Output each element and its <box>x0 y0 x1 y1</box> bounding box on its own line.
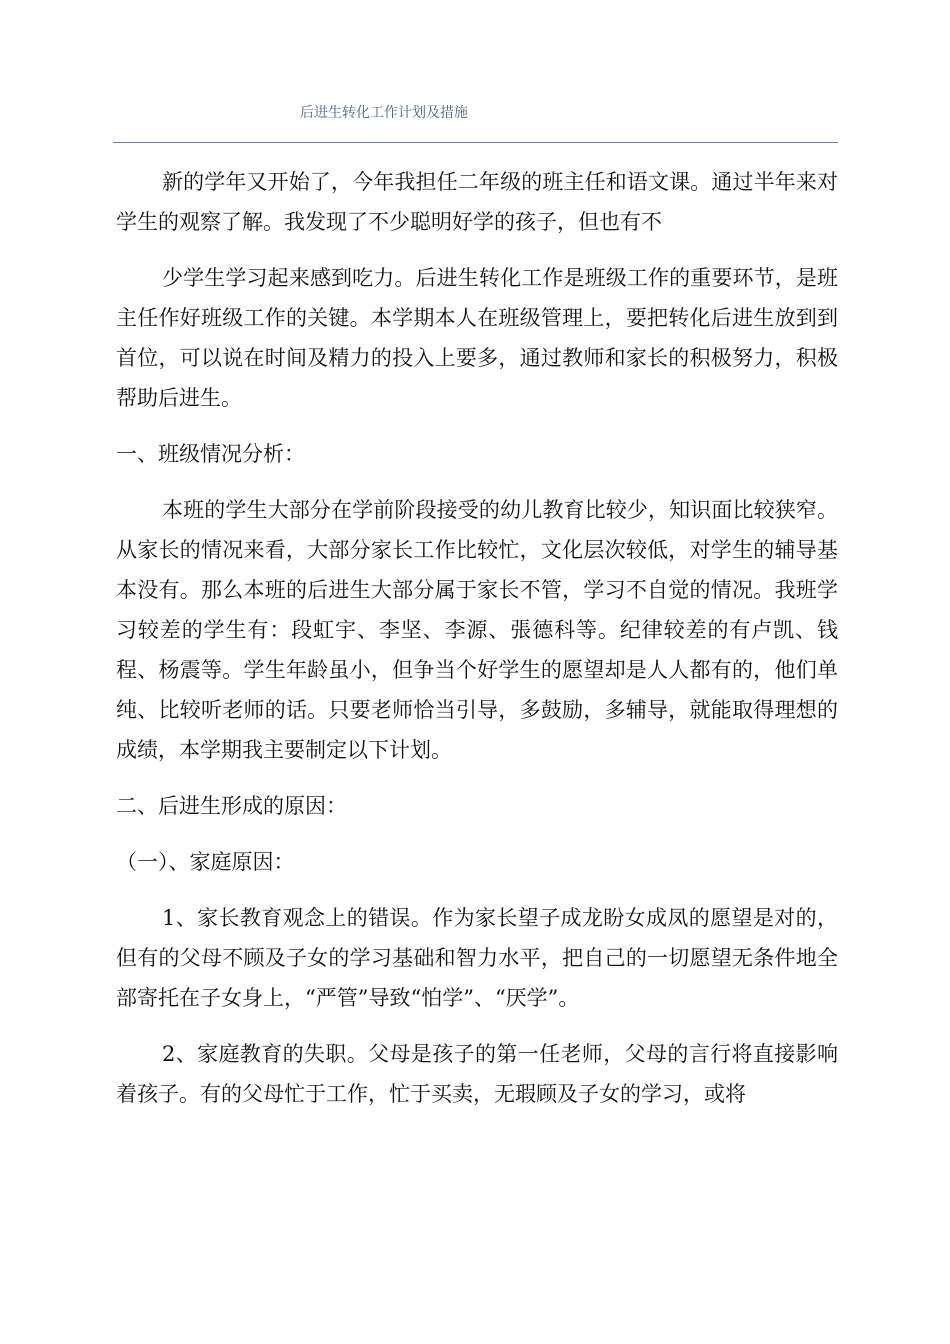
paragraph-class-analysis: 本班的学生大部分在学前阶段接受的幼儿教育比较少，知识面比较狭窄。从家长的情况来看，大部分家长工作比较忙，文化层次较低，对学生的辅导基本没有。那么本班的后进生大部分属于家长不管，学习不自觉的情况。我班学习较差的学生有：段虹宇、李坚、李源、張德科等。纪律较差的有卢凯、钱程、杨震等。学生年龄虽小，但争当个好学生的愿望却是人人都有的，他们单纯、比较听老师的话。只要老师恰当引导，多鼓励，多辅导，就能取得理想的成绩，本学期我主要制定以下计划。 <box>116 498 838 762</box>
paragraph-family-cause-1: 1、家长教育观念上的错误。作为家长望子成龙盼女成凤的愿望是对的，但有的父母不顾及子女的学习基础和智力水平，把自己的一切愿望无条件地全部寄托在子女身上，“严管”导致“怕学”、“厌学”。 <box>116 906 838 1010</box>
document-body <box>116 162 838 1114</box>
section-heading-class-analysis: 一、班级情况分析： <box>116 442 305 466</box>
paragraph-intro-1: 新的学年又开始了，今年我担任二年级的班主任和语文课。通过半年来对学生的观察了解。我发现了不少聪明好学的孩子，但也有不 <box>116 170 838 234</box>
document-header-title: 后进生转化工作计划及措施 <box>300 105 468 121</box>
section-heading-causes: 二、后进生形成的原因： <box>116 794 347 818</box>
paragraph-intro-2: 少学生学习起来感到吃力。后进生转化工作是班级工作的重要环节，是班主任作好班级工作的关键。本学期本人在班级管理上，要把转化后进生放到到首位，可以说在时间及精力的投入上要多，通过教师和家长的积极努力，积极帮助后进生。 <box>116 266 838 410</box>
subsection-heading-family: （一）、家庭原因： <box>116 850 295 874</box>
paragraph-family-cause-2: 2、家庭教育的失职。父母是孩子的第一任老师，父母的言行将直接影响着孩子。有的父母忙于工作，忙于买卖，无瑕顾及子女的学习，或将 <box>116 1042 838 1106</box>
header-divider <box>113 142 838 143</box>
